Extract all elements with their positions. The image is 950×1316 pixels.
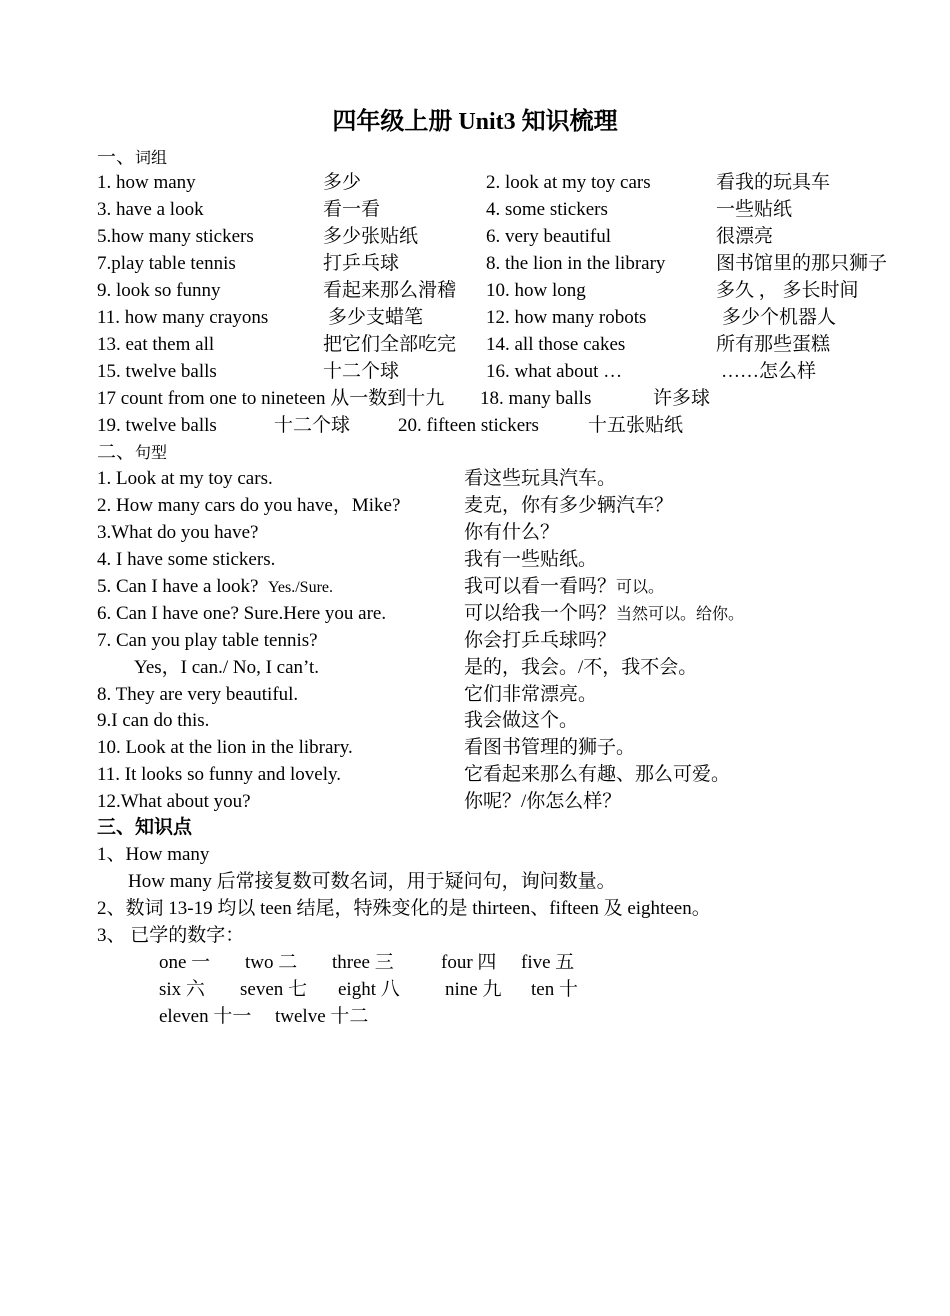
- number-word: six 六: [159, 979, 205, 1000]
- sentence-en: 4. I have some stickers.: [97, 549, 276, 570]
- phrase-cn: 很漂亮: [716, 226, 774, 247]
- sentence-en: 3.What do you have?: [97, 522, 259, 543]
- number-word: eight 八: [338, 979, 400, 1000]
- phrase-en: 11. how many crayons: [97, 307, 269, 328]
- sentence-answer: Yes./Sure.: [267, 579, 334, 596]
- number-word: seven 七: [240, 979, 308, 1000]
- phrase-en: 16. what about …: [486, 361, 623, 382]
- section-heading-knowledge: 三、知识点: [97, 817, 193, 838]
- sentence-cn: 看这些玩具汽车。: [464, 468, 617, 489]
- phrase-en: 1. how many: [97, 172, 196, 193]
- phrase-cn: 多少个机器人: [722, 307, 837, 328]
- phrase-cn: 十二个球: [323, 361, 400, 382]
- knowledge-point-detail: How many 后常接复数可数名词，用于疑问句，询问数量。: [128, 871, 616, 892]
- sentence-en: 12.What about you?: [97, 791, 251, 812]
- phrase-cn: 图书馆里的那只狮子: [716, 253, 888, 274]
- sentence-en: 1. Look at my toy cars.: [97, 468, 273, 489]
- section-title: 词组: [135, 150, 168, 167]
- sentence-en: 9.I can do this.: [97, 710, 210, 731]
- phrase-en: 18. many balls: [480, 388, 592, 409]
- number-word: ten 十: [531, 979, 578, 1000]
- phrase-cn: 许多球: [653, 388, 711, 409]
- phrase-en: 5.how many stickers: [97, 226, 254, 247]
- phrase-en: 6. very beautiful: [486, 226, 612, 247]
- phrase-en: 12. how many robots: [486, 307, 647, 328]
- sentence-en: [97, 573, 333, 601]
- phrase-cn: 十二个球: [274, 415, 351, 436]
- phrase-en: 10. how long: [486, 280, 586, 301]
- sentence-cn: 它们非常漂亮。: [464, 684, 598, 705]
- phrase-en: 14. all those cakes: [486, 334, 626, 355]
- sentence-en: 11. It looks so funny and lovely.: [97, 764, 341, 785]
- sentence-cn: [464, 573, 664, 601]
- sentence-cn: 它看起来那么有趣、那么可爱。: [464, 764, 731, 785]
- knowledge-point: 2、数词 13-19 均以 teen 结尾，特殊变化的是 thirteen、fifteen 及 eighteen。: [97, 898, 711, 919]
- phrase-en: 15. twelve balls: [97, 361, 217, 382]
- sentence-cn: 我会做这个。: [464, 710, 579, 731]
- phrase-en: 3. have a look: [97, 199, 204, 220]
- number-word: five 五: [521, 952, 575, 973]
- sentence-en: 2. How many cars do you have，Mike?: [97, 495, 401, 516]
- number-word: four 四: [441, 952, 497, 973]
- page-title: 四年级上册 Unit3 知识梳理: [332, 109, 618, 135]
- phrase-cn: ……怎么样: [721, 361, 817, 382]
- number-word: twelve 十二: [275, 1006, 369, 1027]
- sentence-cn: 看图书管理的狮子。: [464, 737, 636, 758]
- phrase-cn: 打乒乓球: [323, 253, 400, 274]
- sentence-cn: 你会打乒乓球吗？: [464, 630, 617, 651]
- phrase-cn: 多少支蜡笔: [328, 307, 424, 328]
- phrase-en: 20. fifteen stickers: [398, 415, 539, 436]
- phrase-en: 9. look so funny: [97, 280, 221, 301]
- sentence-en: 7. Can you play table tennis?: [97, 630, 318, 651]
- sentence-cn: [464, 600, 744, 628]
- section-number: 一、: [97, 147, 136, 168]
- phrase-en: 7.play table tennis: [97, 253, 236, 274]
- phrase-en: 2. look at my toy cars: [486, 172, 651, 193]
- phrase-cn: 把它们全部吃完: [323, 334, 457, 355]
- sentence-question-cn: 可以给我一个吗？: [464, 603, 617, 624]
- section-heading-sentences: [97, 439, 167, 467]
- sentence-en: 6. Can I have one? Sure.Here you are.: [97, 603, 387, 624]
- sentence-question: 5. Can I have a look?: [97, 576, 259, 597]
- sentence-en: 8. They are very beautiful.: [97, 684, 299, 705]
- phrase-en: 8. the lion in the library: [486, 253, 666, 274]
- section-number: 二、: [97, 442, 136, 463]
- number-word: three 三: [332, 952, 394, 973]
- sentence-cn: 麦克，你有多少辆汽车？: [464, 495, 674, 516]
- knowledge-point: 1、How many: [97, 844, 210, 865]
- section-title: 句型: [135, 445, 168, 462]
- sentence-answer-cn: 当然可以。给你。: [616, 606, 745, 623]
- sentence-cn: 你有什么？: [464, 522, 560, 543]
- phrase-cn: 多少张贴纸: [323, 226, 419, 247]
- phrase-cn: 多久 ， 多长时间: [716, 280, 859, 301]
- number-word: nine 九: [445, 979, 502, 1000]
- phrase-en: 19. twelve balls: [97, 415, 217, 436]
- phrase-en: 13. eat them all: [97, 334, 215, 355]
- number-word: two 二: [245, 952, 298, 973]
- sentence-answer-cn: 可以。: [616, 579, 665, 596]
- sentence-en: 10. Look at the lion in the library.: [97, 737, 353, 758]
- number-word: one 一: [159, 952, 211, 973]
- phrase-cn: 多少: [323, 172, 362, 193]
- phrase-en: 17 count from one to nineteen 从一数到十九: [97, 388, 445, 409]
- sentence-cn: 你呢？/你怎么样？: [464, 791, 622, 812]
- number-word: eleven 十一: [159, 1006, 252, 1027]
- phrase-cn: 所有那些蛋糕: [716, 334, 831, 355]
- phrase-cn: 十五张贴纸: [588, 415, 684, 436]
- phrase-cn: 看起来那么滑稽: [323, 280, 457, 301]
- sentence-cn: 我有一些贴纸。: [464, 549, 598, 570]
- sentence-en: Yes，I can./ No, I can’t.: [134, 657, 320, 678]
- phrase-cn: 看我的玩具车: [716, 172, 831, 193]
- phrase-cn: 看一看: [323, 199, 381, 220]
- section-heading-phrases: [97, 144, 167, 172]
- sentence-cn: 是的，我会。/不，我不会。: [464, 657, 698, 678]
- phrase-en: 4. some stickers: [486, 199, 608, 220]
- knowledge-point: 3、 已学的数字：: [97, 925, 245, 946]
- sentence-question-cn: 我可以看一看吗？: [464, 576, 617, 597]
- phrase-cn: 一些贴纸: [716, 199, 793, 220]
